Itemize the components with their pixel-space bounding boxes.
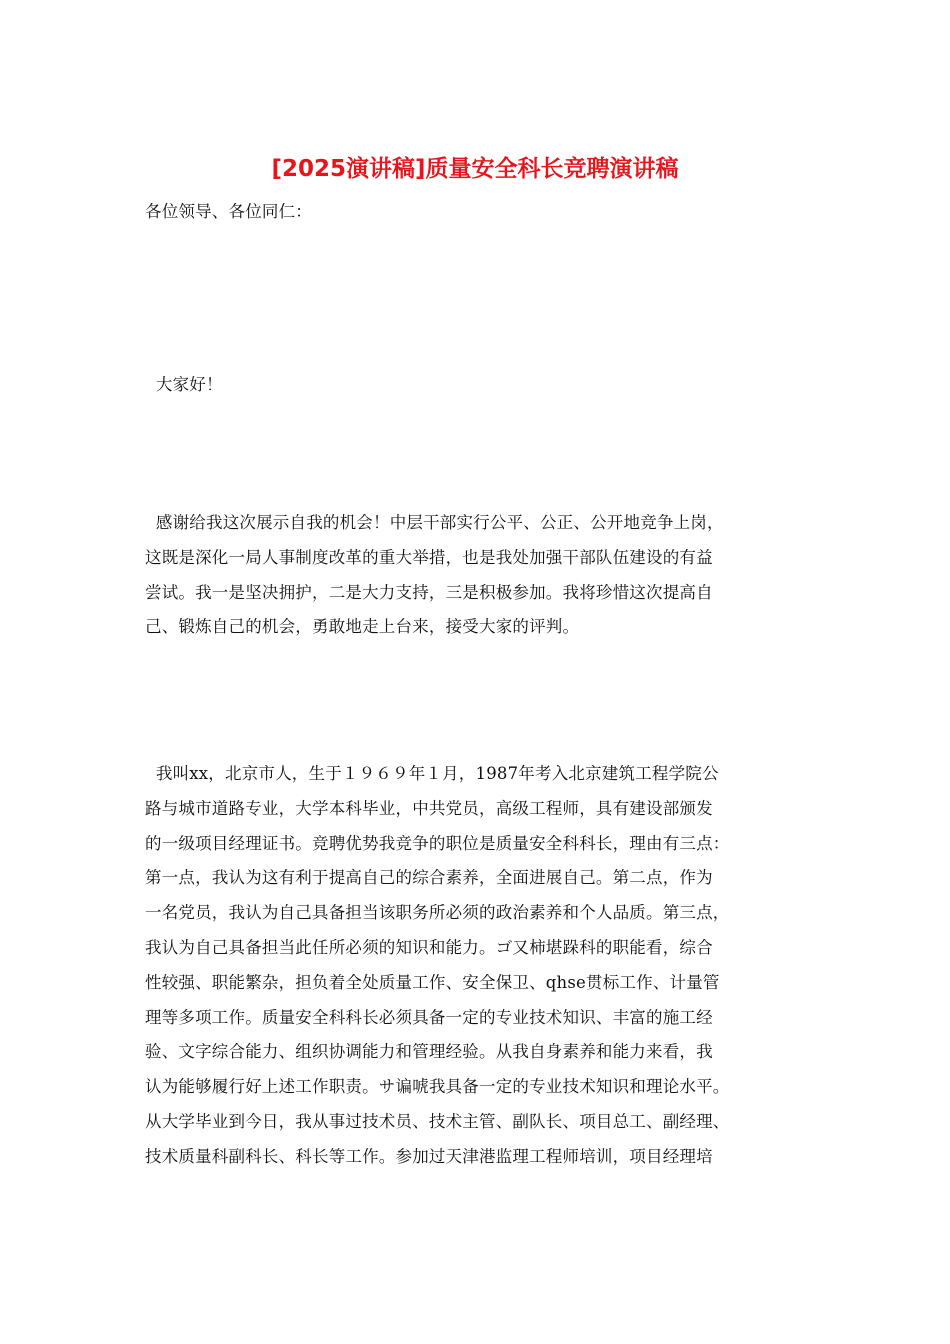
bio-paragraph (145, 757, 805, 1175)
intro-line: 感谢给我这次展示自我的机会！中层干部实行公平、公正、公开地竞争上岗， (145, 513, 724, 532)
bio-line: 我认为自己具备担当此任所必须的知识和能力。ゴ又柿堪跺科的职能看，综合 (145, 937, 713, 957)
intro-line: 这既是深化一局人事制度改革的重大举措，也是我处加强干部队伍建设的有益 (145, 547, 713, 567)
bio-line: 路与城市道路专业，大学本科毕业，中共党员，高级工程师，具有建设部颁发 (145, 798, 713, 818)
bio-line: 我叫xx，北京市人，生于１９６９年１月，1987年考入北京建筑工程学院公 (145, 764, 719, 783)
bio-line: 验、文字综合能力、组织协调能力和管理经验。从我自身素养和能力来看，我 (145, 1042, 713, 1062)
hello-line: 大家好！ (145, 375, 223, 394)
intro-line: 己、锻炼自己的机会，勇敢地走上台来，接受大家的评判。 (145, 617, 580, 637)
intro-line: 尝试。我一是坚决拥护，二是大力支持，三是积极参加。我将珍惜这次提高自 (145, 582, 713, 602)
bio-line: 从大学毕业到今日，我从事过技术员、技术主管、副队长、项目总工、副经理、 (145, 1111, 730, 1131)
greeting-paragraph: 各位领导、各位同仁： (145, 202, 312, 221)
bio-line: 的一级项目经理证书。竞聘优势我竞争的职位是质量安全科科长，理由有三点： (145, 833, 730, 853)
hello-paragraph (145, 368, 805, 403)
bio-line: 认为能够履行好上述工作职责。サ谝唬我具备一定的专业技术知识和理论水平。 (145, 1077, 730, 1097)
document-title: [2025演讲稿]质量安全科长竞聘演讲稿 (271, 156, 679, 182)
bio-line: 理等多项工作。质量安全科科长必须具备一定的专业技术知识、丰富的施工经 (145, 1007, 713, 1027)
bio-line: 性较强、职能繁杂，担负着全处质量工作、安全保卫、qhse贯标工作、计量管 (145, 972, 720, 992)
bio-line: 技术质量科副科长、科长等工作。参加过天津港监理工程师培训，项目经理培 (145, 1146, 713, 1166)
bio-line: 第一点，我认为这有利于提高自己的综合素养，全面进展自己。第二点，作为 (145, 868, 713, 888)
intro-paragraph (145, 506, 805, 645)
bio-line: 一名党员，我认为自己具备担当该职务所必须的政治素养和个人品质。第三点， (145, 903, 730, 923)
